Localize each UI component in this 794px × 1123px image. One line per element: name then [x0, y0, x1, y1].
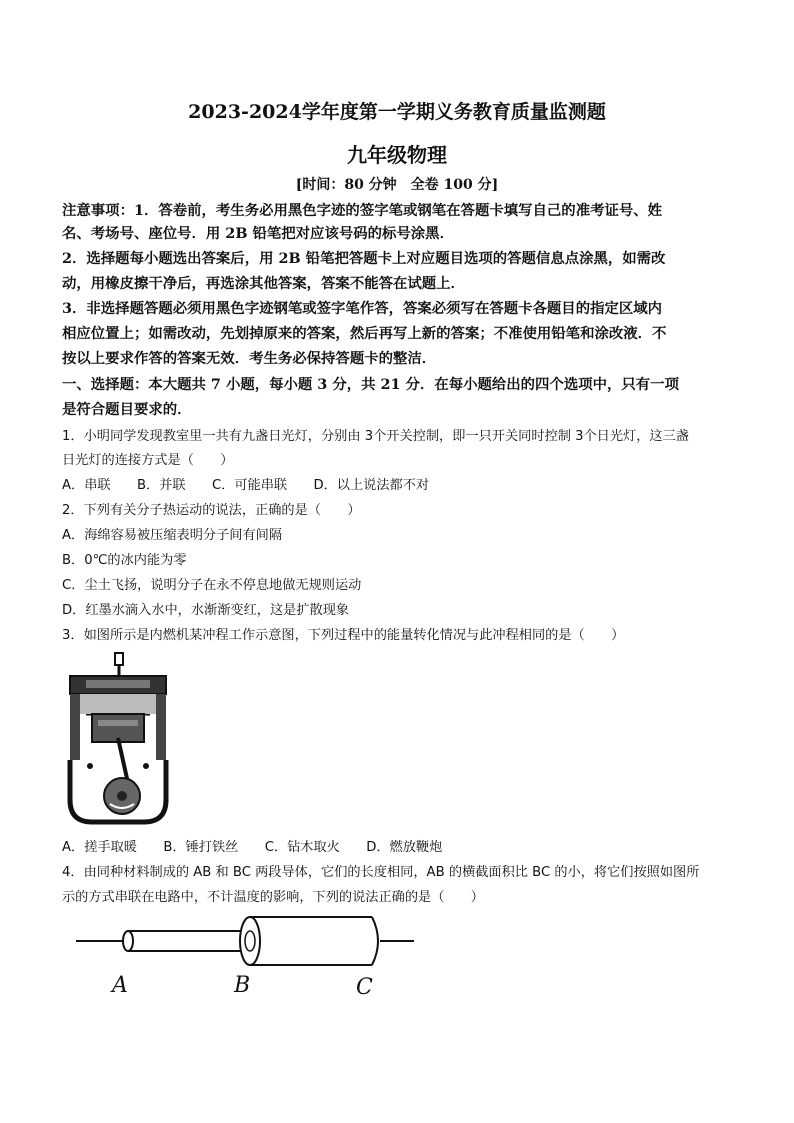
time-info: [时间：80 分钟 全卷 100 分] — [295, 177, 499, 193]
q3-options: A．搓手取暖 B．锤打铁丝 C．钻木取火 D．燃放鞭炮 — [62, 840, 443, 855]
notice-line: 3．非选择题答题必须用黑色字迹钢笔或签字笔作答，答案必须写在答题卡各题目的指定区域内 — [62, 300, 663, 317]
notice-line: 按以上要求作答的答案无效．考生务必保持答题卡的整洁． — [62, 350, 437, 367]
q1-options: A．串联 B．并联 C．可能串联 D．以上说法都不对 — [62, 478, 430, 493]
label-c: C — [356, 975, 373, 1000]
label-b: B — [234, 973, 251, 998]
label-a: A — [112, 973, 128, 998]
notice-line: 名、考场号、座位号．用 2B 铅笔把对应该号码的标号涂黑． — [62, 225, 454, 242]
section-heading: 一、选择题：本大题共 7 小题，每小题 3 分，共 21 分．在每小题给出的四个选项中，只有一项 — [62, 376, 679, 393]
notice-line: 相应位置上；如需改动，先划掉原来的答案，然后再写上新的答案；不准使用铅笔和涂改液．不 — [62, 325, 667, 342]
q2-option: A．海绵容易被压缩表明分子间有间隔 — [62, 528, 283, 543]
q4-stem: 示的方式串联在电路中，不计温度的影响，下列的说法正确的是（ ） — [62, 890, 484, 905]
q2-stem: 2．下列有关分子热运动的说法，正确的是（ ） — [62, 503, 361, 518]
q4-stem: 4．由同种材料制成的 AB 和 BC 两段导体，它们的长度相同，AB 的横截面积比 BC 的小，将它们按照如图所 — [62, 865, 700, 880]
q2-option: B．0℃的冰内能为零 — [62, 553, 187, 568]
subject-title: 九年级物理 — [347, 143, 447, 167]
notice-line: 2．选择题每小题选出答案后，用 2B 铅笔把答题卡上对应题目选项的答题信息点涂黑，如需改 — [62, 250, 666, 267]
engine-stroke-diagram — [66, 650, 170, 826]
q1-stem: 1．小明同学发现教室里一共有九盏日光灯，分别由 3个开关控制，即一只开关同时控制 3个日光灯，这三盏 — [62, 429, 689, 444]
conductor-diagram — [70, 910, 420, 1002]
q3-stem: 3．如图所示是内燃机某冲程工作示意图，下列过程中的能量转化情况与此冲程相同的是（ ） — [62, 628, 625, 643]
q2-option: D．红墨水滴入水中，水渐渐变红，这是扩散现象 — [62, 603, 350, 618]
notice-line: 动，用橡皮擦干净后，再选涂其他答案，答案不能答在试题上． — [62, 275, 465, 292]
section-heading: 是符合题目要求的． — [62, 401, 192, 418]
q2-option: C．尘土飞扬，说明分子在永不停息地做无规则运动 — [62, 578, 362, 593]
q1-stem: 日光灯的连接方式是（ ） — [62, 453, 234, 468]
notice-line: 注意事项：1．答卷前，考生务必用黑色字迹的签字笔或钢笔在答题卡填写自己的准考证号、姓 — [62, 202, 663, 219]
exam-title: 2023-2024学年度第一学期义务教育质量监测题 — [188, 101, 606, 123]
